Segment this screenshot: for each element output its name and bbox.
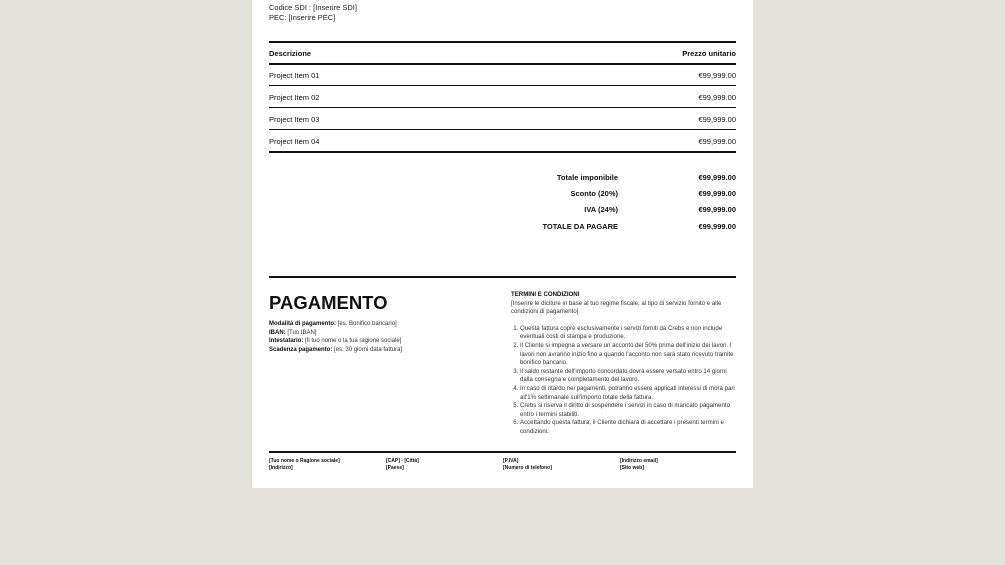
divider	[269, 129, 736, 130]
terms-intro: [Inserire le diciture in base al tuo regime fiscale, al tipo di servizio fornito e alle condizioni di pagamento]	[511, 299, 722, 316]
terms-item: 6. Accettando questa fattura, il Cliente dichiara di accettare i presenti termini e condizioni.	[520, 419, 739, 436]
total-value: €99,999.00	[698, 221, 736, 231]
payment-line: Scadenza pagamento: [es. 30 giorni data fattura]	[269, 346, 403, 353]
payment-line: Intestatario: [Il tuo nome o la tua ragione sociale]	[269, 338, 402, 345]
terms-item: 1. Questa fattura copre esclusivamente i servizi forniti da Crebs e non include eventuali costi di stampa e produzione.	[520, 325, 739, 342]
total-value: €99,999.00	[698, 173, 736, 182]
table-header	[269, 49, 736, 58]
item-price: €99,999.00	[698, 71, 736, 80]
payment-details	[269, 320, 402, 354]
divider	[269, 85, 736, 86]
item-description: Project Item 01	[269, 71, 320, 80]
client-sdi: Codice SDI : [Inserire SDI]	[269, 3, 357, 12]
total-label: IVA (24%)	[584, 205, 618, 215]
terms-item: 5. Crebs si riserva il diritto di sospendere i servizi in caso di mancato pagamento entro i termini stabiliti.	[520, 402, 739, 419]
header-description: Descrizione	[269, 49, 312, 58]
item-price: €99,999.00	[698, 93, 736, 102]
table-row	[269, 93, 736, 102]
item-price: €99,999.00	[698, 137, 736, 146]
footer-column: [P.IVA] [Numero di telefono]	[503, 458, 552, 471]
header-price: Prezzo unitario	[682, 49, 736, 58]
divider	[269, 41, 736, 43]
table-row	[269, 115, 736, 124]
terms-item: 3. Il saldo restante dell'importo concordato dovrà essere versato entro 14 giorni dalla consegna e completamento del lavoro.	[520, 368, 739, 385]
payment-line: Modalità di pagamento: [es. Bonifico bancario]	[269, 321, 397, 327]
terms-item: 2. Il Cliente si impegna a versare un acconto del 50% prima dell'inizio dei lavori. I lavori non avranno inizio fino a quando l'acconto non sarà stato ricevuto tramite bonifico bancario.	[520, 342, 739, 368]
invoice-page	[252, 0, 753, 488]
total-value: €99,999.00	[698, 205, 736, 215]
terms-title: TERMINI E CONDIZIONI	[511, 291, 580, 298]
item-description: Project Item 04	[269, 137, 320, 146]
terms-section	[511, 291, 739, 437]
payment-title: PAGAMENTO	[269, 292, 388, 313]
footer-column: [Indirizzo email] [Sito web]	[620, 458, 658, 471]
footer-column: [CAP] - [Città] [Paese]	[386, 458, 419, 471]
total-label: Totale imponibile	[556, 173, 618, 182]
item-price: €99,999.00	[698, 115, 736, 124]
terms-item: 4. In caso di ritardo nei pagamenti, potranno essere applicati interessi di mora pari all'1% settimanale sull'importo totale della fattura.	[520, 385, 739, 402]
item-description: Project Item 02	[269, 93, 320, 102]
total-label: Sconto (20%)	[570, 189, 618, 199]
client-pec: PEC: [Inserire PEC]	[269, 13, 336, 22]
divider	[269, 151, 736, 153]
table-row	[269, 71, 736, 80]
total-value: €99,999.00	[698, 189, 736, 199]
divider	[269, 451, 736, 453]
total-label: TOTALE DA PAGARE	[542, 221, 618, 231]
divider	[269, 276, 736, 278]
table-row	[269, 137, 736, 146]
payment-line: IBAN: [Tuo IBAN]	[269, 329, 317, 336]
footer-column: [Tuo nome o Ragione sociale] [Indirizzo]	[269, 458, 340, 471]
item-description: Project Item 03	[269, 115, 320, 124]
divider	[269, 107, 736, 108]
divider	[269, 63, 736, 65]
